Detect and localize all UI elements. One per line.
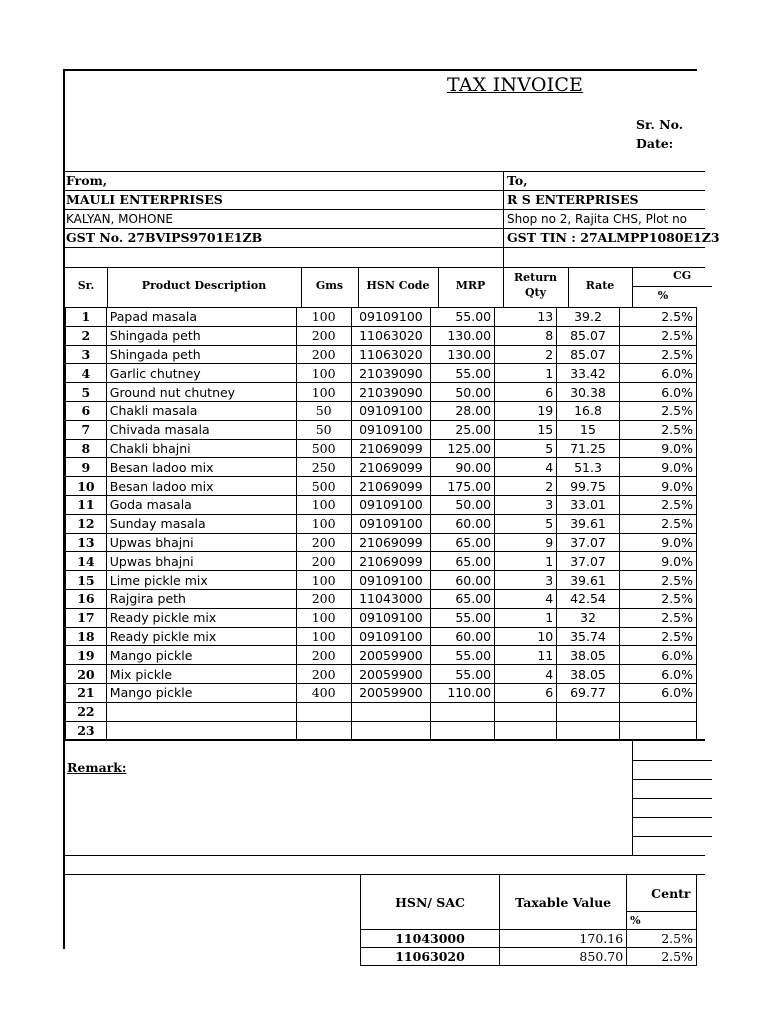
item-rate: 42.54 <box>557 589 620 608</box>
hsn-central-pct: 2.5% <box>627 930 697 948</box>
header-return-qty-1: Return <box>513 271 557 284</box>
item-hsn: 09109100 <box>351 420 430 439</box>
item-description: Lime pickle mix <box>106 571 296 590</box>
item-mrp <box>431 702 495 721</box>
item-description: Mix pickle <box>106 665 296 684</box>
to-label: To, <box>507 173 528 188</box>
table-row <box>66 571 697 590</box>
to-gst: GST TIN : 27ALMPP1080E1Z3 <box>507 230 720 245</box>
item-return-qty: 15 <box>495 420 557 439</box>
table-row <box>66 589 697 608</box>
item-rate: 85.07 <box>557 326 620 345</box>
item-mrp: 65.00 <box>431 552 495 571</box>
item-rate: 71.25 <box>557 439 620 458</box>
item-sr: 11 <box>66 495 107 514</box>
item-cgst-pct: 9.0% <box>619 458 696 477</box>
table-row <box>66 420 697 439</box>
item-gms: 100 <box>296 308 351 327</box>
table-row <box>66 495 697 514</box>
item-description: Chakli masala <box>106 401 296 420</box>
to-name: R S ENTERPRISES <box>507 192 639 207</box>
item-cgst-pct: 2.5% <box>619 514 696 533</box>
item-description: Besan ladoo mix <box>106 458 296 477</box>
item-gms <box>296 721 351 740</box>
table-row <box>66 608 697 627</box>
item-cgst-pct: 6.0% <box>619 665 696 684</box>
item-mrp: 130.00 <box>431 345 495 364</box>
item-description: Besan ladoo mix <box>106 477 296 496</box>
item-hsn: 21069099 <box>351 533 430 552</box>
item-sr: 23 <box>66 721 107 740</box>
item-return-qty: 3 <box>495 571 557 590</box>
item-rate: 39.61 <box>557 514 620 533</box>
item-rate: 69.77 <box>557 683 620 702</box>
item-mrp: 60.00 <box>431 514 495 533</box>
item-description: Ready pickle mix <box>106 608 296 627</box>
item-cgst-pct: 2.5% <box>619 495 696 514</box>
item-rate: 39.2 <box>557 308 620 327</box>
item-return-qty: 4 <box>495 589 557 608</box>
item-sr: 1 <box>66 308 107 327</box>
item-rate <box>557 721 620 740</box>
item-cgst-pct: 6.0% <box>619 383 696 402</box>
item-return-qty: 6 <box>495 683 557 702</box>
item-hsn: 09109100 <box>351 495 430 514</box>
table-row <box>66 514 697 533</box>
item-rate: 37.07 <box>557 552 620 571</box>
item-cgst-pct: 9.0% <box>619 477 696 496</box>
item-rate: 99.75 <box>557 477 620 496</box>
item-cgst-pct: 6.0% <box>619 364 696 383</box>
item-gms: 200 <box>296 533 351 552</box>
item-cgst-pct: 2.5% <box>619 627 696 646</box>
item-cgst-pct: 9.0% <box>619 439 696 458</box>
item-description: Garlic chutney <box>106 364 296 383</box>
item-description: Shingada peth <box>106 326 296 345</box>
item-mrp: 65.00 <box>431 589 495 608</box>
item-sr: 9 <box>66 458 107 477</box>
item-hsn: 21069099 <box>351 458 430 477</box>
item-description: Rajgira peth <box>106 589 296 608</box>
item-hsn: 20059900 <box>351 646 430 665</box>
item-hsn: 09109100 <box>351 627 430 646</box>
from-address: KALYAN, MOHONE <box>66 212 173 226</box>
item-description: Chivada masala <box>106 420 296 439</box>
item-return-qty: 2 <box>495 477 557 496</box>
table-row <box>66 627 697 646</box>
header-sr: Sr. <box>77 279 95 292</box>
item-sr: 20 <box>66 665 107 684</box>
header-description: Product Description <box>141 279 267 292</box>
item-return-qty: 4 <box>495 665 557 684</box>
item-cgst-pct: 2.5% <box>619 345 696 364</box>
from-label: From, <box>66 173 108 188</box>
item-hsn: 21069099 <box>351 477 430 496</box>
item-return-qty: 10 <box>495 627 557 646</box>
item-rate: 39.61 <box>557 571 620 590</box>
item-mrp: 55.00 <box>431 308 495 327</box>
item-hsn: 21039090 <box>351 364 430 383</box>
item-sr: 16 <box>66 589 107 608</box>
header-gms: Gms <box>315 279 344 292</box>
item-hsn: 09109100 <box>351 608 430 627</box>
header-rate: Rate <box>585 279 615 292</box>
item-rate: 37.07 <box>557 533 620 552</box>
item-cgst-pct: 2.5% <box>619 608 696 627</box>
item-mrp: 28.00 <box>431 401 495 420</box>
item-rate: 35.74 <box>557 627 620 646</box>
item-hsn: 21069099 <box>351 552 430 571</box>
item-mrp: 55.00 <box>431 364 495 383</box>
item-cgst-pct: 6.0% <box>619 646 696 665</box>
item-sr: 19 <box>66 646 107 665</box>
item-sr: 15 <box>66 571 107 590</box>
invoice-title: TAX INVOICE <box>447 74 584 96</box>
item-return-qty <box>495 721 557 740</box>
item-sr: 12 <box>66 514 107 533</box>
item-return-qty: 3 <box>495 495 557 514</box>
hsn-taxable-value: 850.70 <box>500 948 627 966</box>
item-rate: 16.8 <box>557 401 620 420</box>
item-mrp: 55.00 <box>431 608 495 627</box>
item-mrp: 25.00 <box>431 420 495 439</box>
table-row <box>66 646 697 665</box>
hsn-taxable-value: 170.16 <box>500 930 627 948</box>
item-hsn <box>351 702 430 721</box>
item-gms: 200 <box>296 326 351 345</box>
item-mrp: 175.00 <box>431 477 495 496</box>
table-row <box>66 552 697 571</box>
item-cgst-pct: 9.0% <box>619 552 696 571</box>
item-mrp: 50.00 <box>431 383 495 402</box>
hsn-summary-table <box>360 874 697 966</box>
from-gst: GST No. 27BVIPS9701E1ZB <box>66 230 263 245</box>
item-sr: 7 <box>66 420 107 439</box>
to-address: Shop no 2, Rajita CHS, Plot no <box>507 212 688 226</box>
item-gms: 400 <box>296 683 351 702</box>
item-sr: 3 <box>66 345 107 364</box>
table-row <box>66 683 697 702</box>
item-return-qty: 11 <box>495 646 557 665</box>
header-hsn: HSN Code <box>366 279 430 292</box>
item-gms: 250 <box>296 458 351 477</box>
item-description <box>106 721 296 740</box>
item-description: Chakli bhajni <box>106 439 296 458</box>
hsn-row <box>361 948 697 966</box>
item-rate: 85.07 <box>557 345 620 364</box>
hsn-code: 11063020 <box>361 948 500 966</box>
table-row <box>66 477 697 496</box>
item-cgst-pct: 9.0% <box>619 533 696 552</box>
item-mrp: 60.00 <box>431 571 495 590</box>
item-description: Sunday masala <box>106 514 296 533</box>
table-row <box>66 458 697 477</box>
item-return-qty: 5 <box>495 439 557 458</box>
item-rate <box>557 702 620 721</box>
item-sr: 13 <box>66 533 107 552</box>
item-return-qty: 19 <box>495 401 557 420</box>
header-pct: % <box>657 289 669 302</box>
item-mrp: 65.00 <box>431 533 495 552</box>
item-hsn: 21069099 <box>351 439 430 458</box>
item-description: Shingada peth <box>106 345 296 364</box>
item-rate: 38.05 <box>557 646 620 665</box>
item-gms: 100 <box>296 627 351 646</box>
item-gms: 100 <box>296 364 351 383</box>
header-return-qty-2: Qty <box>524 286 547 299</box>
item-sr: 22 <box>66 702 107 721</box>
item-sr: 5 <box>66 383 107 402</box>
item-return-qty: 1 <box>495 552 557 571</box>
item-return-qty: 8 <box>495 326 557 345</box>
header-mrp: MRP <box>455 279 486 292</box>
item-mrp: 60.00 <box>431 627 495 646</box>
item-sr: 4 <box>66 364 107 383</box>
item-description: Papad masala <box>106 308 296 327</box>
item-sr: 8 <box>66 439 107 458</box>
item-gms: 200 <box>296 552 351 571</box>
item-mrp: 110.00 <box>431 683 495 702</box>
item-sr: 18 <box>66 627 107 646</box>
item-gms: 100 <box>296 383 351 402</box>
item-mrp: 90.00 <box>431 458 495 477</box>
from-name: MAULI ENTERPRISES <box>66 192 223 207</box>
item-mrp: 130.00 <box>431 326 495 345</box>
item-hsn: 20059900 <box>351 665 430 684</box>
table-row <box>66 326 697 345</box>
item-gms: 500 <box>296 477 351 496</box>
item-gms: 200 <box>296 665 351 684</box>
item-cgst-pct: 2.5% <box>619 571 696 590</box>
item-gms: 100 <box>296 608 351 627</box>
item-sr: 10 <box>66 477 107 496</box>
item-gms: 50 <box>296 401 351 420</box>
item-description: Upwas bhajni <box>106 552 296 571</box>
item-hsn: 11043000 <box>351 589 430 608</box>
item-description: Mango pickle <box>106 646 296 665</box>
item-description: Ground nut chutney <box>106 383 296 402</box>
item-gms: 100 <box>296 495 351 514</box>
table-row <box>66 702 697 721</box>
item-rate: 32 <box>557 608 620 627</box>
item-return-qty: 4 <box>495 458 557 477</box>
invoice-sheet <box>63 69 720 964</box>
item-gms: 500 <box>296 439 351 458</box>
item-cgst-pct <box>619 702 696 721</box>
table-row <box>66 345 697 364</box>
item-description <box>106 702 296 721</box>
item-hsn <box>351 721 430 740</box>
item-return-qty: 5 <box>495 514 557 533</box>
item-gms: 100 <box>296 514 351 533</box>
item-return-qty: 13 <box>495 308 557 327</box>
header-cgst: CG <box>673 269 692 282</box>
item-sr: 14 <box>66 552 107 571</box>
item-return-qty <box>495 702 557 721</box>
hsn-central-pct: 2.5% <box>627 948 697 966</box>
table-row <box>66 439 697 458</box>
item-gms: 200 <box>296 589 351 608</box>
table-row <box>66 665 697 684</box>
item-description: Goda masala <box>106 495 296 514</box>
item-gms: 200 <box>296 646 351 665</box>
hsn-row <box>361 930 697 948</box>
hsn-code: 11043000 <box>361 930 500 948</box>
item-return-qty: 6 <box>495 383 557 402</box>
item-rate: 38.05 <box>557 665 620 684</box>
item-sr: 2 <box>66 326 107 345</box>
item-gms <box>296 702 351 721</box>
table-row <box>66 721 697 740</box>
item-hsn: 20059900 <box>351 683 430 702</box>
item-rate: 33.01 <box>557 495 620 514</box>
item-description: Mango pickle <box>106 683 296 702</box>
item-return-qty: 1 <box>495 608 557 627</box>
item-cgst-pct: 2.5% <box>619 326 696 345</box>
item-return-qty: 1 <box>495 364 557 383</box>
item-hsn: 11063020 <box>351 345 430 364</box>
item-rate: 15 <box>557 420 620 439</box>
item-hsn: 09109100 <box>351 401 430 420</box>
remark-label: Remark: <box>67 760 127 775</box>
item-hsn: 11063020 <box>351 326 430 345</box>
item-hsn: 09109100 <box>351 308 430 327</box>
item-cgst-pct: 2.5% <box>619 401 696 420</box>
hsn-header: HSN/ SAC <box>361 875 500 930</box>
item-cgst-pct <box>619 721 696 740</box>
items-table <box>65 307 697 740</box>
item-description: Ready pickle mix <box>106 627 296 646</box>
item-return-qty: 2 <box>495 345 557 364</box>
central-header: Centr <box>627 875 697 912</box>
item-gms: 50 <box>296 420 351 439</box>
item-mrp: 125.00 <box>431 439 495 458</box>
item-rate: 33.42 <box>557 364 620 383</box>
item-sr: 21 <box>66 683 107 702</box>
item-mrp: 55.00 <box>431 665 495 684</box>
sr-no-label: Sr. No. <box>636 117 684 132</box>
item-gms: 100 <box>296 571 351 590</box>
item-cgst-pct: 2.5% <box>619 308 696 327</box>
item-hsn: 21039090 <box>351 383 430 402</box>
item-cgst-pct: 2.5% <box>619 589 696 608</box>
date-label: Date: <box>636 136 674 151</box>
table-row <box>66 401 697 420</box>
item-description: Upwas bhajni <box>106 533 296 552</box>
taxable-header: Taxable Value <box>500 875 627 930</box>
item-mrp <box>431 721 495 740</box>
table-row <box>66 533 697 552</box>
central-pct-header: % <box>627 912 697 930</box>
table-row <box>66 364 697 383</box>
item-sr: 17 <box>66 608 107 627</box>
item-cgst-pct: 2.5% <box>619 420 696 439</box>
item-gms: 200 <box>296 345 351 364</box>
table-row <box>66 308 697 327</box>
item-return-qty: 9 <box>495 533 557 552</box>
item-hsn: 09109100 <box>351 571 430 590</box>
item-mrp: 55.00 <box>431 646 495 665</box>
table-row <box>66 383 697 402</box>
item-rate: 30.38 <box>557 383 620 402</box>
item-cgst-pct: 6.0% <box>619 683 696 702</box>
item-sr: 6 <box>66 401 107 420</box>
item-hsn: 09109100 <box>351 514 430 533</box>
item-mrp: 50.00 <box>431 495 495 514</box>
item-rate: 51.3 <box>557 458 620 477</box>
